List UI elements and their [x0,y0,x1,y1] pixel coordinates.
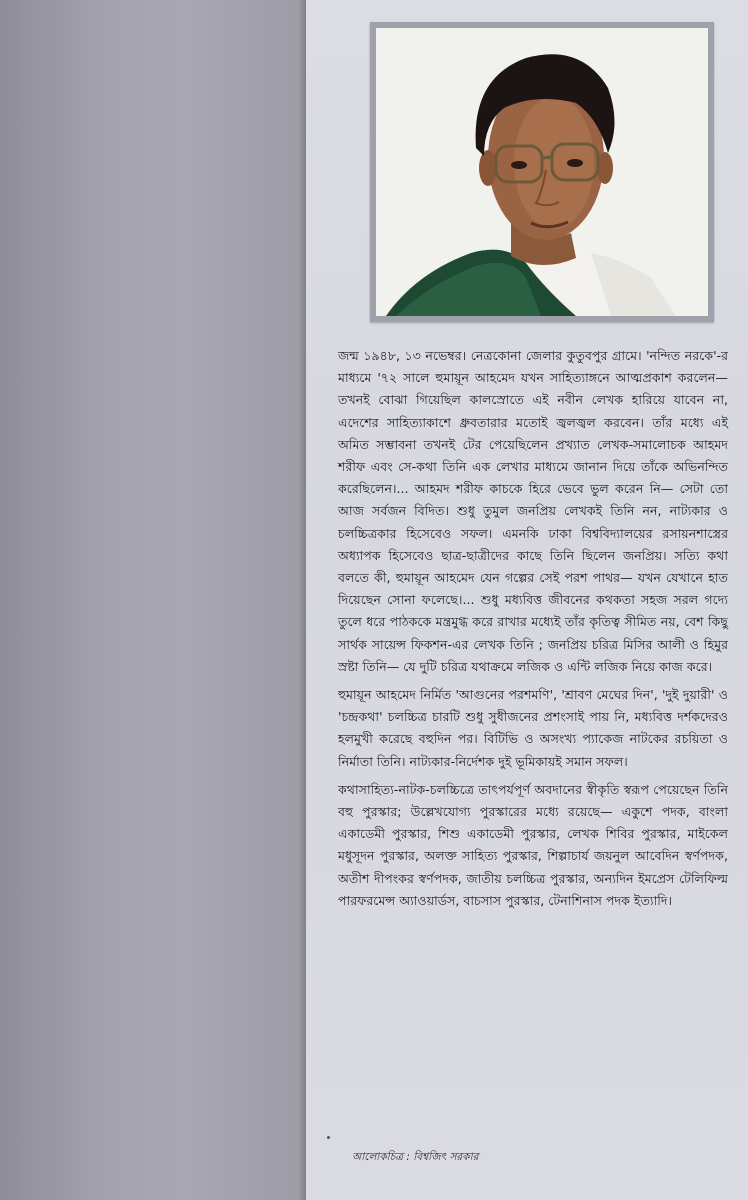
print-speck [327,1136,330,1139]
bio-paragraph-3: কথাসাহিত্য-নাটক-চলচ্চিত্রে তাৎপর্যপূর্ণ অবদানের স্বীকৃতি স্বরূপ পেয়েছেন তিনি বহু পুরস্কার; উল্লেখযোগ্য পুরস্কারের মধ্যে রয়েছে— একুশে পদক, বাংলা একাডেমী পুরস্কার, শিশু একাডেমী পুরস্কার, লেখক শিবির পুরস্কার, মাইকেল মধুসূদন পুরস্কার, অলক্ত সাহিত্য পুরস্কার, শিল্পাচার্য জয়নুল আবেদিন স্বর্ণপদক, অতীশ দীপংকর স্বর্ণপদক, জাতীয় চলচ্চিত্র পুরস্কার, অন্যদিন ইমপ্রেস টেলিফিল্ম পারফরমেন্স অ্যাওয়ার্ডস, বাচসাস পুরস্কার, টেনাশিনাস পদক ইত্যাদি। [338,781,728,908]
author-bio [338,345,728,918]
back-cover-panel [0,0,306,1200]
photo-credit: আলোকচিত্র : বিশ্বজিৎ সরকার [352,1151,479,1163]
author-photo-frame [370,22,714,322]
bio-paragraph-2: হুমায়ূন আহমেদ নির্মিত 'আগুনের পরশমণি', 'শ্রাবণ মেঘের দিন', 'দুই দুয়ারী' ও 'চন্দ্রকথা' চলচ্চিত্র চারটি শুধু সুধীজনের প্রশংসাই পায় নি, মধ্যবিত্ত দর্শকদেরও হলমুখী করেছে বহুদিন পর। বিটিভি ও অসংখ্য প্যাকেজ নাটকের রচয়িতা ও নির্মাতা তিনি। নাট্যকার-নির্দেশক দুই ভূমিকায়ই সমান সফল। [338,687,728,769]
author-portrait-image [376,28,708,316]
bio-paragraph-1: জন্ম ১৯৪৮, ১৩ নভেম্বর। নেত্রকোনা জেলার কুতুবপুর গ্রামে। 'নন্দিত নরকে'-র মাধ্যমে '৭২ সালে হুমায়ূন আহমেদ যখন সাহিত্যাঙ্গনে আত্মপ্রকাশ করলেন— তখনই বোঝা গিয়েছিল কালস্রোতে এই নবীন লেখক হারিয়ে যাবেন না, এদেশের সাহিত্যাকাশে ধ্রুবতারার মতোই জ্বলজ্বল করবেন। তাঁর মধ্যে এই অমিত সম্ভাবনা তখনই টের পেয়েছিলেন প্রখ্যাত লেখক-সমালোচক আহমদ শরীফ এবং সে-কথা তিনি এক লেখার মাধ্যমে জানান দিয়ে তাঁকে অভিনন্দিত করেছিলেন।... আহমদ শরীফ কাচকে হিরে ভেবে ভুল করেন নি— সেটা তো আজ সর্বজন বিদিত। শুধু তুমুল জনপ্রিয় লেখকই তিনি নন, নাট্যকার ও চলচ্চিত্রকার হিসেবেও সফল। এমনকি ঢাকা বিশ্ববিদ্যালয়ের রসায়নশাস্ত্রের অধ্যাপক হিসেবেও ছাত্র-ছাত্রীদের কাছে তিনি ছিলেন জনপ্রিয়। সত্যি কথা বলতে কী, হুমায়ূন আহমেদ যেন গল্পের সেই পরশ পাথর— যখন যেখানে হাত দিয়েছেন সোনা ফলেছে।... শুধু মধ্যবিত্ত জীবনের কথকতা সহজ সরল গদ্যে তুলে ধরে পাঠককে মন্ত্রমুগ্ধ করে রাখার মধ্যেই তাঁর কৃতিত্ব সীমিত নয়, বেশ কিছু সার্থক সায়েন্স ফিকশন-এর লেখক তিনি ; জনপ্রিয় চরিত্র মিসির আলী ও হিমুর স্রষ্টা তিনি— যে দুটি চরিত্র যথাক্রমে লজিক ও এন্টি লজিক নিয়ে কাজ করে। [338,348,728,674]
author-photo [376,28,708,316]
